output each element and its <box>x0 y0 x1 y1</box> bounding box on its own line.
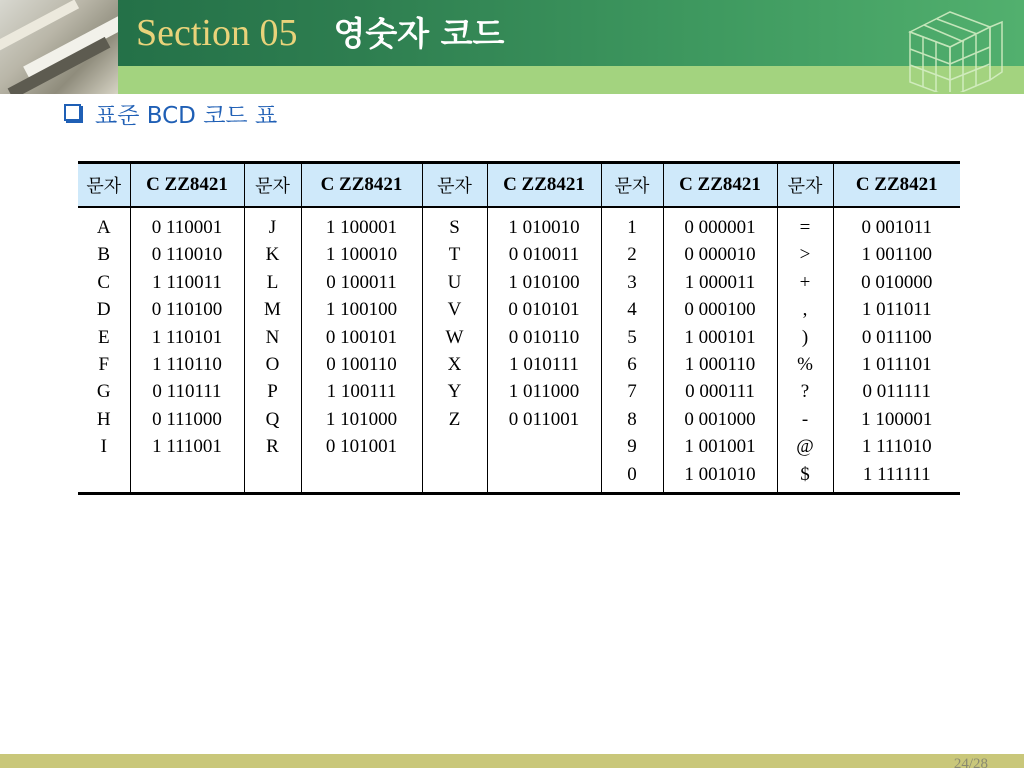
char-column <box>777 207 833 494</box>
table-cell: 1 111111 <box>862 463 931 485</box>
table-cell: 0 011111 <box>862 381 931 403</box>
table-cell: 1 010111 <box>509 354 579 376</box>
table-cell: 1 001100 <box>861 244 933 266</box>
table-cell: @ <box>796 436 814 458</box>
title-text: 영숫자 코드 <box>333 14 505 53</box>
table-cell: % <box>797 354 813 376</box>
table-cell: W <box>445 326 464 348</box>
table-cell: > <box>799 244 811 266</box>
table-cell: 5 <box>627 326 637 348</box>
table-cell: ? <box>800 381 810 403</box>
table-cell: 1 100100 <box>325 299 398 321</box>
bcd-code-table <box>78 161 960 495</box>
table-cell: 1 001010 <box>684 463 756 485</box>
table-cell: 4 <box>627 299 637 321</box>
table-cell: 1 100001 <box>861 408 933 430</box>
table-cell: Y <box>447 381 462 403</box>
table-cell: 1 110011 <box>152 271 222 293</box>
table-cell: E <box>97 326 110 348</box>
title-subband <box>118 66 1024 94</box>
table-cell: 1 111001 <box>152 436 222 458</box>
table-header-row <box>78 163 960 208</box>
table-cell: 0 000100 <box>684 299 756 321</box>
table-cell: , <box>802 299 808 321</box>
table-cell: V <box>447 299 462 321</box>
table-cell: 0 <box>627 463 637 485</box>
table-cell: 0 001000 <box>684 408 756 430</box>
table-cell: 1 100010 <box>325 244 398 266</box>
table-cell: 0 011100 <box>861 326 932 348</box>
header-char: 문자 <box>78 163 130 208</box>
code-column <box>833 207 960 494</box>
table-cell: G <box>96 381 111 403</box>
char-column <box>422 207 487 494</box>
table-cell: X <box>447 354 462 376</box>
bullet-heading <box>64 100 277 130</box>
table-cell: = <box>799 217 811 238</box>
char-column <box>244 207 301 494</box>
table-cell: $ <box>800 463 810 485</box>
table-cell: 6 <box>627 354 637 376</box>
table-cell: 1 <box>627 217 637 238</box>
slide-title <box>136 8 504 58</box>
table-cell: A <box>96 217 111 238</box>
table-cell: 1 101000 <box>325 408 398 430</box>
bullet-text: 표준 BCD 코드 표 <box>95 103 278 129</box>
code-column <box>301 207 422 494</box>
table-cell: P <box>267 381 278 403</box>
table-cell: T <box>448 244 461 266</box>
table-cell: 1 010100 <box>508 271 580 293</box>
table-body-row <box>78 207 960 494</box>
table-cell: 0 110100 <box>151 299 223 321</box>
table-cell: 0 000010 <box>684 244 756 266</box>
table-cell: 7 <box>627 381 637 403</box>
table-cell: 0 011001 <box>508 408 580 430</box>
header-code: C ZZ8421 <box>833 163 960 208</box>
table-cell: 1 001001 <box>684 436 756 458</box>
table-cell: 0 100101 <box>325 326 398 348</box>
table-cell: 0 110010 <box>151 244 223 266</box>
code-column <box>130 207 244 494</box>
table-cell: 0 001011 <box>861 217 933 238</box>
cube-blocks-icon <box>890 2 1020 92</box>
section-label: Section 05 <box>136 12 298 54</box>
header-char: 문자 <box>244 163 301 208</box>
table-cell: 0 111000 <box>152 408 222 430</box>
table-cell: O <box>265 354 280 376</box>
header-char: 문자 <box>777 163 833 208</box>
header-code: C ZZ8421 <box>301 163 422 208</box>
table-cell: B <box>97 244 111 266</box>
table-cell: 1 011101 <box>861 354 932 376</box>
table-cell: 1 000011 <box>684 271 756 293</box>
header-code: C ZZ8421 <box>487 163 601 208</box>
table-cell: 0 010011 <box>508 244 580 266</box>
table-cell: I <box>100 436 107 458</box>
table-cell: N <box>265 326 280 348</box>
table-cell: 1 110110 <box>152 354 222 376</box>
table-cell: 1 000110 <box>684 354 756 376</box>
table-cell: 0 010110 <box>508 326 580 348</box>
table-cell: 0 000111 <box>685 381 755 403</box>
table-cell: ) <box>801 326 809 348</box>
table-cell: F <box>98 354 110 376</box>
header-char: 문자 <box>601 163 663 208</box>
table-cell: 1 010010 <box>508 217 580 238</box>
table-cell: 0 110111 <box>152 381 222 403</box>
table-cell: D <box>96 299 111 321</box>
code-column <box>663 207 777 494</box>
page-number: 24/28 <box>953 756 988 768</box>
table-cell: 0 000001 <box>684 217 756 238</box>
table-cell: 3 <box>627 271 637 293</box>
table-cell: M <box>264 299 281 321</box>
table-cell: - <box>801 408 809 430</box>
table-cell: 2 <box>627 244 637 266</box>
header-code: C ZZ8421 <box>130 163 244 208</box>
table-cell: 1 100001 <box>325 217 398 238</box>
table-cell: J <box>268 217 277 238</box>
table-cell: L <box>266 271 279 293</box>
header-code: C ZZ8421 <box>663 163 777 208</box>
table-cell: 1 011011 <box>861 299 932 321</box>
table-cell: 0 101001 <box>325 436 398 458</box>
code-column <box>487 207 601 494</box>
char-column <box>601 207 663 494</box>
checkbox-bullet-icon <box>64 104 81 121</box>
table-cell: S <box>449 217 460 238</box>
table-cell: H <box>96 408 111 430</box>
table-cell: 1 100111 <box>326 381 397 403</box>
header-char: 문자 <box>422 163 487 208</box>
table-cell: 0 100110 <box>326 354 397 376</box>
table-cell: 1 011000 <box>508 381 580 403</box>
table-cell: Z <box>448 408 461 430</box>
table-cell: 1 110101 <box>151 326 223 348</box>
table-cell: 0 010101 <box>508 299 580 321</box>
char-column <box>78 207 130 494</box>
keyboard-photo <box>0 0 118 94</box>
table-cell: 1 111010 <box>861 436 932 458</box>
table-cell: + <box>799 271 811 293</box>
table-cell: 0 100011 <box>326 271 397 293</box>
table-cell: 1 000101 <box>684 326 756 348</box>
table-cell: K <box>265 244 280 266</box>
table-cell: C <box>97 271 111 293</box>
table-cell: 0 010000 <box>861 271 933 293</box>
table-cell: U <box>447 271 462 293</box>
table-cell: 8 <box>627 408 637 430</box>
table-cell: 0 110001 <box>151 217 223 238</box>
footer-bar <box>0 754 1024 768</box>
table-cell: Q <box>265 408 280 430</box>
table-cell: 9 <box>627 436 637 458</box>
table-cell: R <box>266 436 279 458</box>
